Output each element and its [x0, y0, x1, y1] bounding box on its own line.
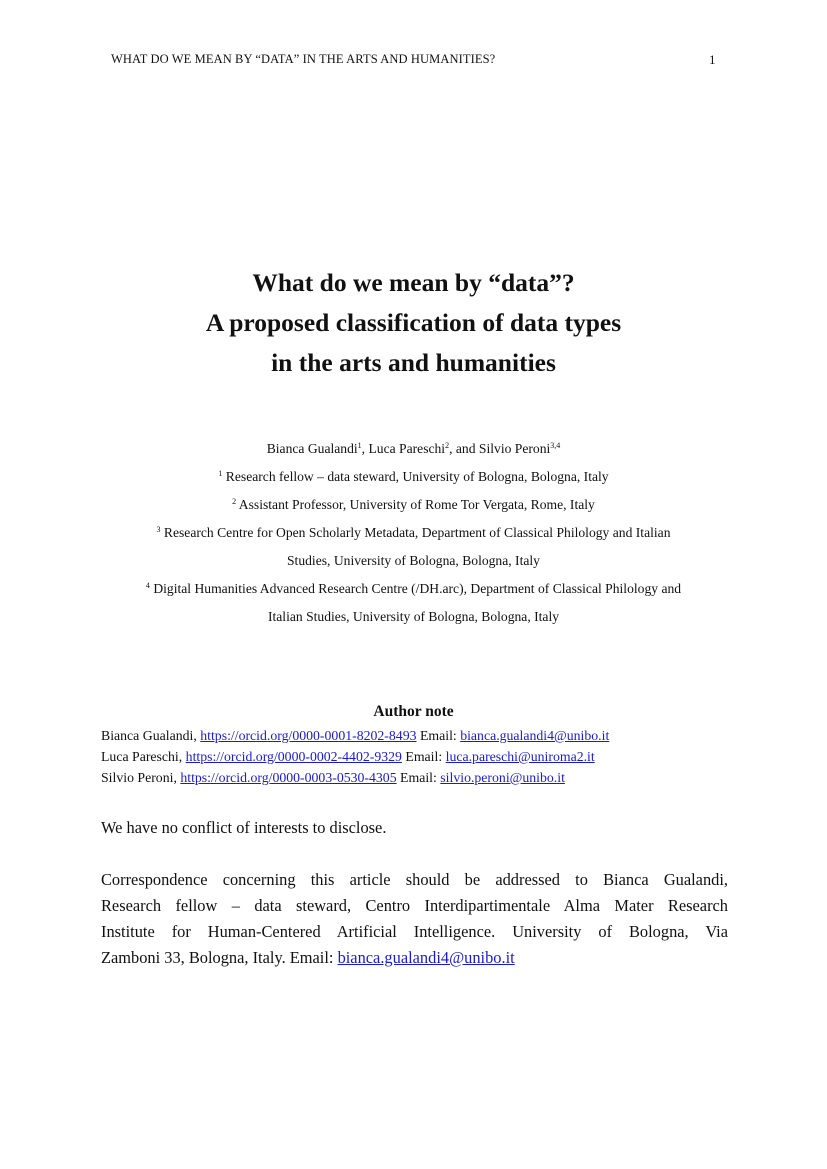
author-name: Luca Pareschi, — [101, 749, 186, 764]
author-note-entry — [101, 728, 609, 744]
email-label: Email: — [396, 770, 441, 785]
correspondence-line: Correspondence concerning this article should be addressed to Bianca Gualandi, — [101, 870, 728, 889]
affil-text: Research Centre for Open Scholarly Metadata, Department of Classical Philology and Italian — [163, 525, 671, 540]
affiliation-1 — [0, 469, 827, 485]
affil-text: Assistant Professor, University of Rome Tor Vergata, Rome, Italy — [238, 497, 595, 512]
affil-marker: 2 — [232, 497, 237, 506]
affil-text: Research fellow – data steward, University of Bologna, Bologna, Italy — [225, 469, 609, 484]
author-affil: 3,4 — [550, 441, 561, 450]
title-line-1: What do we mean by “data”? — [252, 268, 575, 297]
email-link[interactable]: luca.pareschi@uniroma2.it — [445, 749, 595, 764]
author-name: Silvio Peroni — [478, 441, 551, 456]
affil-marker: 4 — [145, 581, 150, 590]
orcid-link[interactable]: https://orcid.org/0000-0002-4402-9329 — [185, 749, 402, 764]
author-name: Bianca Gualandi, — [101, 728, 201, 743]
conflict-statement: We have no conflict of interests to disclose. — [101, 818, 387, 837]
author-note-heading: Author note — [373, 703, 454, 720]
title-line-3: in the arts and humanities — [271, 348, 556, 377]
running-head: WHAT DO WE MEAN BY “DATA” IN THE ARTS AND HUMANITIES? — [111, 52, 496, 66]
affiliation-3-cont: Studies, University of Bologna, Bologna, Italy — [287, 553, 540, 568]
affiliation-4 — [0, 581, 827, 597]
correspondence-email-link[interactable]: bianca.gualandi4@unibo.it — [337, 948, 515, 967]
author-note-entry — [101, 749, 595, 765]
correspondence-line: Institute for Human-Centered Artificial Intelligence. University of Bologna, Via — [101, 922, 728, 941]
orcid-link[interactable]: https://orcid.org/0000-0001-8202-8493 — [200, 728, 417, 743]
author-name: Luca Pareschi — [368, 441, 446, 456]
orcid-link[interactable]: https://orcid.org/0000-0003-0530-4305 — [180, 770, 397, 785]
email-label: Email: — [401, 749, 446, 764]
affil-text: Digital Humanities Advanced Research Centre (/DH.arc), Department of Classical Philology and — [153, 581, 682, 596]
separator: , — [361, 441, 369, 456]
email-label: Email: — [416, 728, 461, 743]
affiliation-2 — [0, 497, 827, 513]
author-name: Silvio Peroni, — [101, 770, 181, 785]
email-link[interactable]: silvio.peroni@unibo.it — [440, 770, 565, 785]
author-list — [0, 441, 827, 457]
author-affil: 2 — [445, 441, 450, 450]
email-link[interactable]: bianca.gualandi4@unibo.it — [460, 728, 610, 743]
author-affil: 1 — [357, 441, 362, 450]
author-note-entry — [101, 770, 565, 786]
title-line-2: A proposed classification of data types — [205, 308, 622, 337]
affiliation-4-cont: Italian Studies, University of Bologna, Bologna, Italy — [267, 609, 560, 624]
affil-marker: 1 — [218, 469, 223, 478]
affiliation-3 — [0, 525, 827, 541]
affil-marker: 3 — [156, 525, 161, 534]
correspondence-text: Zamboni 33, Bologna, Italy. Email: — [101, 948, 338, 967]
author-name: Bianca Gualandi — [266, 441, 358, 456]
page-number: 1 — [709, 52, 716, 67]
correspondence-line: Research fellow – data steward, Centro Interdipartimentale Alma Mater Research — [101, 896, 728, 915]
correspondence-line-last — [101, 948, 728, 968]
separator: , and — [449, 441, 479, 456]
